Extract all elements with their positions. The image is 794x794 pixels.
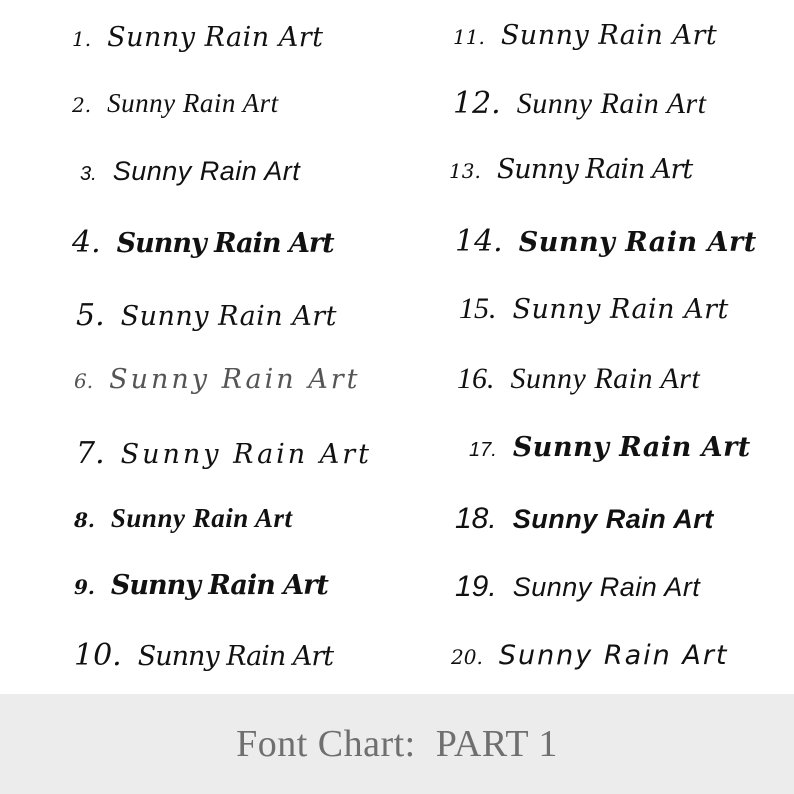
font-number: 14.: [455, 224, 503, 259]
font-number: 16.: [457, 362, 495, 395]
font-sample-row-14: [455, 224, 757, 264]
font-sample-text: Sunny Rain Art: [110, 570, 328, 601]
footer-title: Font Chart: PART 1: [236, 723, 558, 765]
font-number: 3.: [80, 163, 97, 185]
font-sample-text: Sunny Rain Art: [109, 364, 361, 395]
font-number: 11.: [453, 25, 485, 49]
font-sample-text: Sunny Rain Art: [512, 294, 729, 325]
font-number: 5.: [76, 298, 105, 333]
font-sample-text: Sunny Rain Art: [107, 22, 324, 53]
font-sample-row-16: [457, 362, 700, 402]
font-sample-row-3: [80, 156, 300, 196]
font-sample-row-11: [453, 20, 717, 60]
font-sample-row-2: [72, 88, 279, 128]
font-sample-text: Sunny Rain Art: [110, 503, 293, 533]
font-sample-row-10: [74, 638, 333, 678]
font-sample-row-20: [451, 640, 729, 680]
font-sample-text: Sunny Rain Art: [512, 432, 751, 463]
font-number: 8.: [74, 508, 95, 532]
font-sample-text: Sunny Rain Art: [516, 87, 707, 120]
font-number: 7.: [76, 436, 105, 471]
font-sample-row-12: [453, 86, 707, 126]
font-number: 17.: [469, 439, 497, 461]
font-number: 15.: [459, 292, 497, 325]
font-number: 2.: [72, 93, 92, 117]
font-number: 4.: [72, 225, 101, 260]
font-number: 19.: [455, 570, 497, 603]
font-sample-row-7: [76, 436, 372, 476]
font-sample-row-9: [74, 570, 328, 610]
font-number: 10.: [74, 638, 122, 673]
font-sample-row-18: [455, 502, 714, 542]
font-sample-text: Sunny Rain Art: [500, 20, 718, 51]
font-sample-text: Sunny Rain Art: [116, 228, 334, 259]
font-sample-text: Sunny Rain Art: [518, 227, 757, 258]
font-number: 13.: [449, 159, 481, 183]
font-sample-row-19: [455, 570, 700, 610]
font-sample-text: Sunny Rain Art: [512, 572, 701, 602]
font-number: 1.: [72, 27, 92, 51]
font-sample-text: Sunny Rain Art: [496, 154, 693, 185]
font-sample-row-4: [72, 225, 334, 265]
font-sample-row-5: [76, 298, 337, 338]
font-sample-text: Sunny Rain Art: [512, 504, 714, 534]
font-sample-row-6: [74, 364, 361, 404]
font-sample-text: Sunny Rain Art: [120, 301, 338, 332]
font-number: 20.: [451, 645, 483, 669]
footer-banner: [0, 694, 794, 794]
font-sample-text: Sunny Rain Art: [510, 362, 701, 395]
font-sample-row-13: [449, 154, 692, 194]
font-number: 12.: [453, 86, 501, 121]
font-sample-text: Sunny Rain Art: [498, 640, 729, 671]
font-sample-text: Sunny Rain Art: [120, 439, 373, 470]
font-sample-row-1: [72, 22, 324, 62]
font-sample-text: Sunny Rain Art: [107, 88, 279, 118]
font-sample-row-8: [74, 503, 292, 543]
font-sample-row-15: [459, 292, 729, 332]
font-sample-text: Sunny Rain Art: [137, 641, 334, 672]
font-sample-text: Sunny Rain Art: [112, 156, 301, 186]
font-sample-row-17: [469, 432, 751, 472]
font-number: 9.: [74, 575, 95, 599]
font-number: 6.: [74, 369, 94, 393]
font-number: 18.: [455, 502, 497, 535]
